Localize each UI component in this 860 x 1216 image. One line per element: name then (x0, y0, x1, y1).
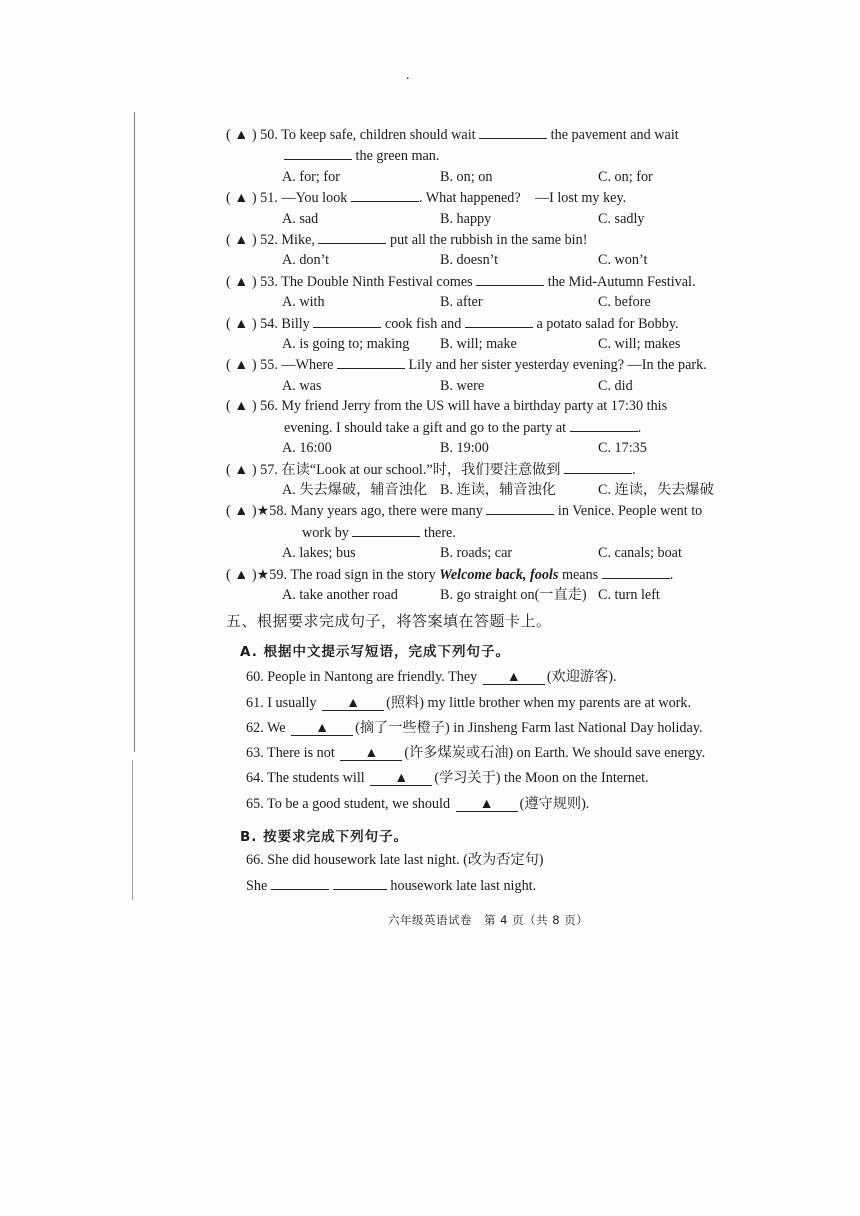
option-a: A. don’t (282, 252, 330, 269)
option-b: B. happy (440, 210, 492, 227)
option-a: A. with (282, 294, 325, 311)
option-a: A. for; for (282, 168, 340, 185)
blank (337, 354, 405, 369)
blank (318, 229, 386, 244)
blank (352, 522, 420, 537)
question-51: ( ▲ ) 51. —You look . What happened? —I lost my key. (226, 187, 766, 208)
question-56: ( ▲ ) 56. My friend Jerry from the US will have a birthday party at 17:30 this (226, 398, 668, 415)
option-b: B. after (440, 294, 483, 311)
answer-mark: ▲ (291, 721, 353, 736)
page-footer: 六年级英语试卷 第 4 页（共 8 页） (388, 913, 589, 927)
option-a: A. take another road (282, 586, 398, 603)
item-66-answer: She housework late last night. (246, 875, 536, 895)
blank (313, 313, 381, 328)
blank (284, 145, 352, 160)
part-a-title: A. 根据中文提示写短语，完成下列句子。 (240, 644, 511, 660)
option-b: B. roads; car (440, 545, 513, 562)
answer-mark: ▲ (456, 797, 518, 812)
options (226, 438, 766, 458)
question-52: ( ▲ ) 52. Mike, put all the rubbish in the same bin! (226, 229, 766, 250)
options (226, 292, 766, 312)
question-55: ( ▲ ) 55. —Where Lily and her sister yesterday evening? —In the park. (226, 354, 766, 375)
option-c: C. sadly (598, 210, 645, 227)
question-50-cont: the green man. (226, 145, 766, 166)
blank (602, 564, 670, 579)
option-b: B. go straight on(一直走) (440, 586, 587, 603)
options (226, 209, 766, 229)
option-c: C. canals; boat (598, 545, 682, 562)
item-63: 63. There is not ▲ (许多煤炭或石油) on Earth. We should save energy. (246, 745, 706, 761)
option-c: C. will; makes (598, 336, 681, 353)
blank (570, 417, 638, 432)
options (226, 250, 766, 270)
option-a: A. was (282, 377, 322, 394)
blank (351, 187, 419, 202)
part-b-title: B. 按要求完成下列句子。 (240, 829, 409, 845)
answer-mark: ▲ (340, 746, 402, 761)
options (226, 480, 766, 500)
question-50: ( ▲ ) 50. To keep safe, children should wait the pavement and wait (226, 124, 766, 145)
header-mark: . (406, 68, 410, 83)
option-b: B. will; make (440, 336, 517, 353)
question-53: ( ▲ ) 53. The Double Ninth Festival comes the Mid-Autumn Festival. (226, 271, 766, 292)
option-b: B. 19:00 (440, 440, 489, 457)
blank (465, 313, 533, 328)
blank (476, 271, 544, 286)
options (226, 585, 766, 605)
multiple-choice-questions (226, 124, 766, 605)
question-54: ( ▲ ) 54. Billy cook fish and a potato salad for Bobby. (226, 313, 766, 334)
options (226, 334, 766, 354)
blank (564, 459, 632, 474)
section-5-title: 五、根据要求完成句子，将答案填在答题卡上。 (226, 614, 552, 630)
item-66: 66. She did housework late last night. (改为否定句) (246, 852, 544, 868)
item-64: 64. The students will ▲ (学习关于) the Moon on the Internet. (246, 770, 649, 786)
option-a: A. lakes; bus (282, 545, 356, 562)
question-56-cont: evening. I should take a gift and go to the party at . (226, 417, 766, 438)
margin-line-lower (132, 760, 133, 900)
story-title: Welcome back, fools (439, 566, 559, 583)
option-a: A. is going to; making (282, 336, 410, 353)
blank (479, 124, 547, 139)
question-57: ( ▲ ) 57. 在读“Look at our school.”时，我们要注意做到 . (226, 459, 766, 480)
options (226, 167, 766, 187)
option-a: A. 16:00 (282, 440, 332, 457)
option-b: B. on; on (440, 168, 493, 185)
option-c: C. before (598, 294, 651, 311)
answer-mark: ▲ (370, 771, 432, 786)
blank (333, 875, 387, 890)
answer-mark: ▲ (322, 696, 384, 711)
answer-mark: ▲ (483, 670, 545, 685)
item-61: 61. I usually ▲ (照料) my little brother when my parents are at work. (246, 695, 692, 711)
option-c: C. did (598, 377, 633, 394)
blank (271, 875, 329, 890)
item-62: 62. We ▲ (摘了一些橙子) in Jinsheng Farm last National Day holiday. (246, 720, 703, 736)
option-b: B. doesn’t (440, 252, 499, 269)
question-59: ( ▲ )★59. The road sign in the story Welcome back, fools means . (226, 564, 766, 585)
option-b: B. were (440, 377, 485, 394)
blank (486, 500, 554, 515)
option-c: C. 连读，失去爆破 (598, 481, 714, 498)
option-a: A. sad (282, 210, 319, 227)
option-c: C. 17:35 (598, 440, 647, 457)
margin-line (134, 112, 135, 752)
item-60: 60. People in Nantong are friendly. They ▲ (欢迎游客). (246, 669, 617, 685)
option-b: B. 连读，辅音浊化 (440, 481, 556, 498)
option-a: A. 失去爆破，辅音浊化 (282, 481, 428, 498)
option-c: C. on; for (598, 168, 653, 185)
option-c: C. won’t (598, 252, 648, 269)
question-58-cont: work by there. (226, 522, 766, 543)
options (226, 543, 766, 563)
item-65: 65. To be a good student, we should ▲ (遵守规则). (246, 796, 590, 812)
question-58: ( ▲ )★58. Many years ago, there were many in Venice. People went to (226, 500, 766, 521)
options (226, 376, 766, 396)
option-c: C. turn left (598, 586, 660, 603)
